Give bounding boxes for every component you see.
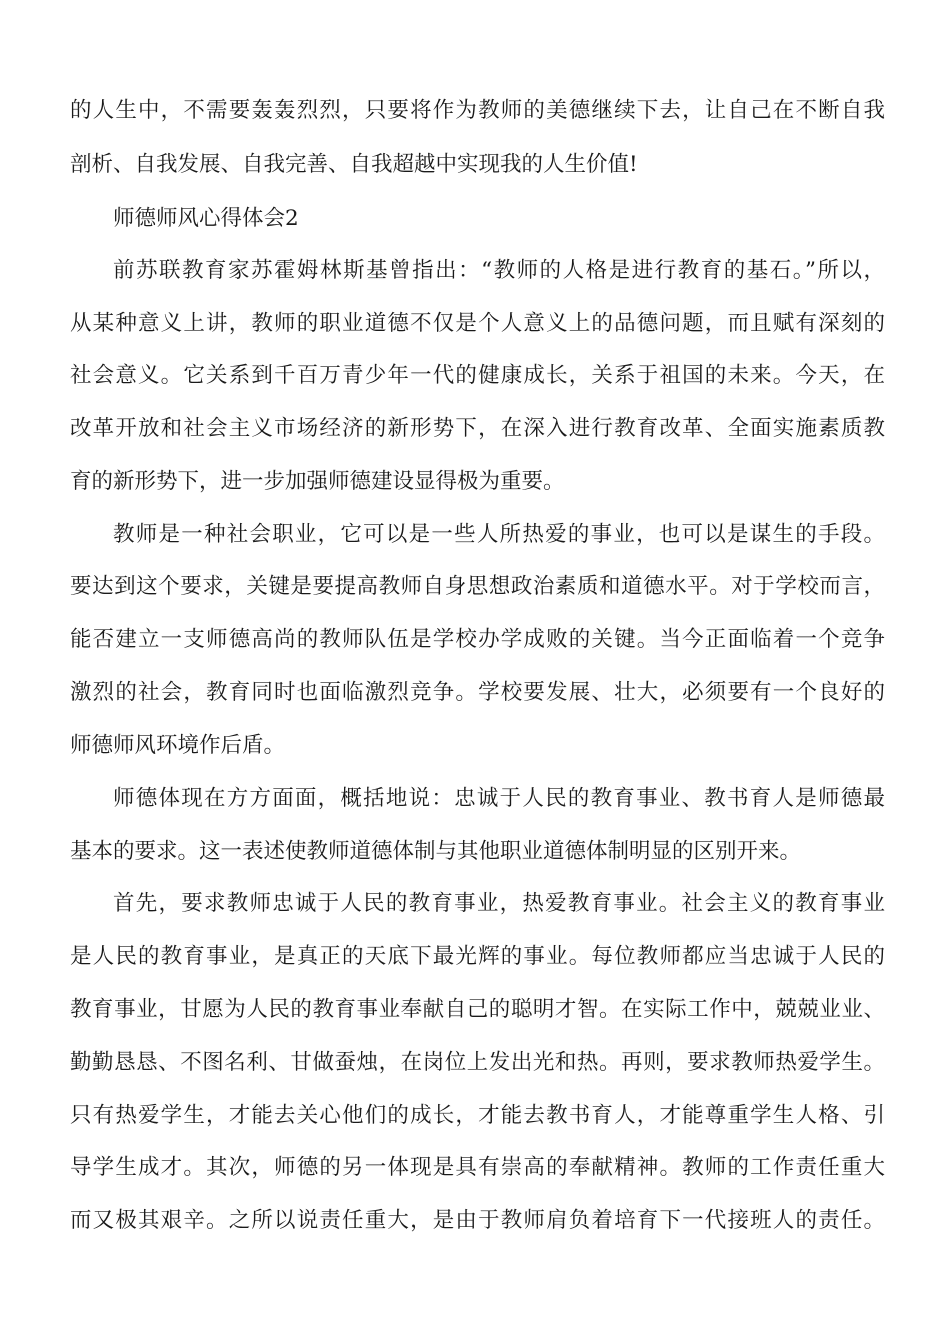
text-line: 剖析、自我发展、自我完善、自我超越中实现我的人生价值! bbox=[70, 152, 638, 177]
text-line: 育的新形势下，进一步加强师德建设显得极为重要。 bbox=[70, 469, 565, 494]
text-line: 而又极其艰辛。之所以说责任重大，是由于教师肩负着培育下一代接班人的责任。 bbox=[70, 1208, 885, 1233]
text-line: 教育事业，甘愿为人民的教育事业奉献自己的聪明才智。在实际工作中，兢兢业业、 bbox=[70, 997, 885, 1022]
text-line: 激烈的社会，教育同时也面临激烈竞争。学校要发展、壮大，必须要有一个良好的 bbox=[70, 680, 885, 705]
text-line: 基本的要求。这一表述使教师道德体制与其他职业道德体制明显的区别开来。 bbox=[70, 839, 802, 864]
text-line: 只有热爱学生，才能去关心他们的成长，才能去教书育人，才能尊重学生人格、引 bbox=[70, 1103, 885, 1128]
text-line: 师德体现在方方面面，概括地说：忠诚于人民的教育事业、教书育人是师德最 bbox=[113, 786, 885, 811]
text-line: 从某种意义上讲，教师的职业道德不仅是个人意义上的品德问题，而且赋有深刻的 bbox=[70, 311, 885, 336]
text-line: 教师是一种社会职业，它可以是一些人所热爱的事业，也可以是谋生的手段。 bbox=[113, 522, 885, 547]
text-line: 师德师风环境作后盾。 bbox=[70, 733, 286, 758]
text-line: 改革开放和社会主义市场经济的新形势下，在深入进行教育改革、全面实施素质教 bbox=[70, 416, 885, 441]
text-line: 首先，要求教师忠诚于人民的教育事业，热爱教育事业。社会主义的教育事业 bbox=[113, 891, 885, 916]
text-line: 是人民的教育事业，是真正的天底下最光辉的事业。每位教师都应当忠诚于人民的 bbox=[70, 944, 885, 969]
text-line: 能否建立一支师德高尚的教师队伍是学校办学成败的关键。当今正面临着一个竞争 bbox=[70, 627, 885, 652]
text-line: 导学生成才。其次，师德的另一体现是具有崇高的奉献精神。教师的工作责任重大 bbox=[70, 1155, 885, 1180]
text-line: 要达到这个要求，关键是要提高教师自身思想政治素质和道德水平。对于学校而言， bbox=[70, 574, 885, 599]
text-line: 前苏联教育家苏霍姆林斯基曾指出：“教师的人格是进行教育的基石。”所以， bbox=[113, 258, 885, 283]
text-line: 勤勤恳恳、不图名利、甘做蚕烛，在岗位上发出光和热。再则，要求教师热爱学生。 bbox=[70, 1050, 885, 1075]
text-line: 社会意义。它关系到千百万青少年一代的健康成长，关系于祖国的未来。今天，在 bbox=[70, 363, 885, 388]
text-line: 的人生中，不需要轰轰烈烈，只要将作为教师的美德继续下去，让自己在不断自我 bbox=[70, 98, 885, 123]
section-heading: 师德师风心得体会2 bbox=[113, 206, 299, 231]
